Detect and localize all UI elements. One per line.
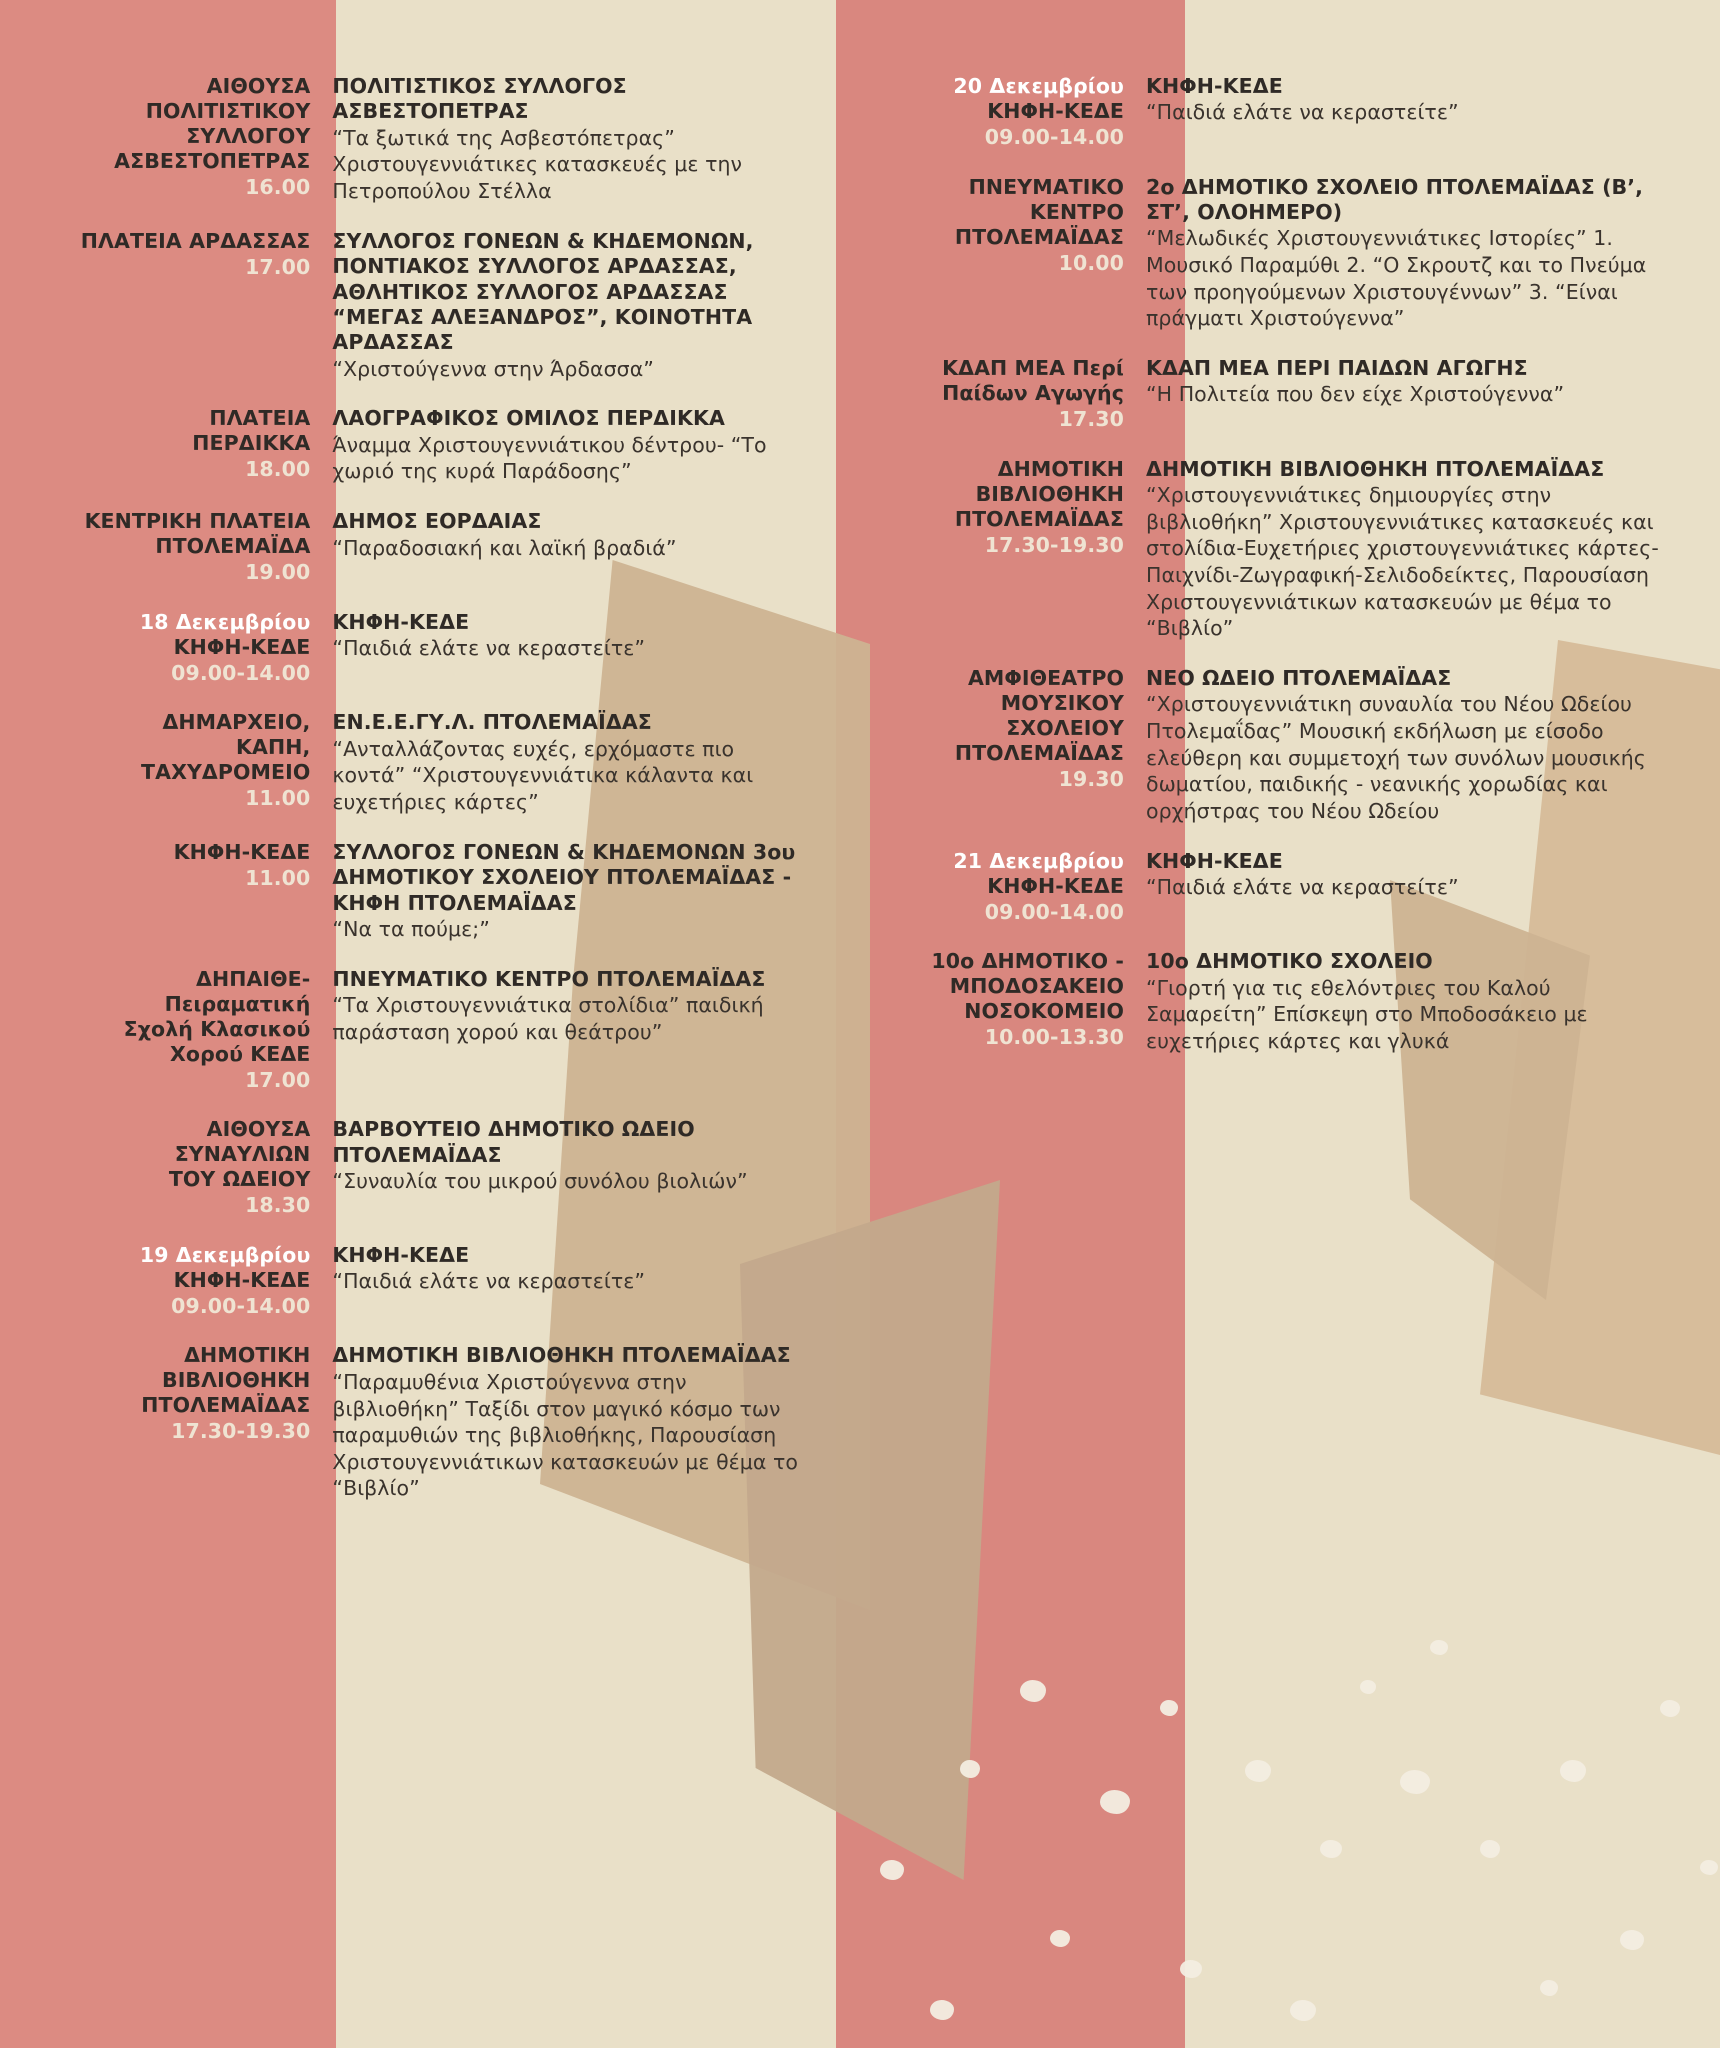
- entry-organizer: ΚΗΦΗ-ΚΕΔΕ: [332, 1242, 470, 1267]
- entry-description: “Γιορτή για τις εθελόντριες του Καλού Σαμαρείτη” Επίσκεψη στο Μποδοσάκειο με ευχετήριες κάρτες και γλυκά: [1146, 975, 1588, 1053]
- entry-body: [1146, 849, 1666, 926]
- entry-venue: ΚΗΦΗ-ΚΕΔΕ: [987, 99, 1124, 123]
- entry-venue: ΑΜΦΙΘΕΑΤΡΟ ΜΟΥΣΙΚΟΥ ΣΧΟΛΕΙΟΥ ΠΤΟΛΕΜΑΪΔΑΣ: [954, 665, 1124, 765]
- entry-date: 20 Δεκεμβρίου: [953, 74, 1124, 98]
- entry-venue: ΔΗΠΑΙΘΕ- Πειραματική Σχολή Κλασικού Χορού ΚΕΔΕ: [123, 966, 311, 1066]
- program-entry: [836, 74, 1686, 151]
- entry-venue: ΚΗΦΗ-ΚΕΔΕ: [987, 873, 1124, 898]
- right-column: [836, 0, 1720, 2048]
- entry-description: “Χριστουγεννιάτικη συναυλία του Νέου Ωδείου Πτολεμαΐδας” Μουσική εκδήλωση με είσοδο ελεύθερη και συμμετοχή των συνόλων μουσικής δωματίου, παιδικής - νεανικής χορωδίας και ορχήστρας του Νέου Ωδείου: [1146, 692, 1646, 823]
- entry-body: [332, 74, 800, 205]
- entry-organizer: ΠΟΛΙΤΙΣΤΙΚΟΣ ΣΥΛΛΟΓΟΣ ΑΣΒΕΣΤΟΠΕΤΡΑΣ: [332, 74, 627, 124]
- left-column: [0, 0, 836, 2048]
- program-entry: [0, 406, 800, 485]
- entry-description: “Παιδιά ελάτε να κεραστείτε”: [1146, 874, 1459, 899]
- entry-time: 17.00: [245, 254, 311, 279]
- entry-description: “Παραμυθένια Χριστούγεννα στην βιβλιοθήκη” Ταξίδι στον μαγικό κόσμο των παραμυθιών της βιβλιοθήκης, Παρουσίαση Χριστουγεννιάτικων κατασκευών με θέμα το “Βιβλίο”: [332, 1369, 799, 1501]
- entry-meta: [836, 74, 1124, 151]
- entry-time: 09.00-14.00: [171, 660, 311, 685]
- entry-meta: [836, 666, 1124, 825]
- entry-organizer: ΚΗΦΗ-ΚΕΔΕ: [332, 609, 470, 634]
- entry-venue: ΚΔΑΠ ΜΕΑ Περί Παίδων Αγωγής: [942, 356, 1124, 406]
- entry-venue: ΚΗΦΗ-ΚΕΔΕ: [173, 634, 311, 659]
- entry-body: [1146, 356, 1666, 433]
- program-entry: [0, 710, 800, 815]
- entry-organizer: ΛΑΟΓΡΑΦΙΚΟΣ ΟΜΙΛΟΣ ΠΕΡΔΙΚΚΑ: [332, 406, 725, 431]
- entry-description: “Τα ξωτικά της Ασβεστόπετρας” Χριστουγεννιάτικες κατασκευές με την Πετροπούλου Στέλλα: [332, 125, 743, 204]
- entry-meta: [0, 967, 310, 1094]
- entry-meta: [836, 175, 1124, 332]
- program-entry: [836, 356, 1686, 433]
- entry-meta: [0, 710, 310, 815]
- entry-venue: ΠΝΕΥΜΑΤΙΚΟ ΚΕΝΤΡΟ ΠΤΟΛΕΜΑΪΔΑΣ: [954, 174, 1124, 249]
- entry-organizer: ΒΑΡΒΟΥΤΕΙΟ ΔΗΜΟΤΙΚΟ ΩΔΕΙΟ ΠΤΟΛΕΜΑΪΔΑΣ: [332, 1117, 695, 1167]
- entry-time: 17.00: [245, 1067, 311, 1092]
- entry-organizer: ΝΕΟ ΩΔΕΙΟ ΠΤΟΛΕΜΑΪΔΑΣ: [1146, 665, 1452, 690]
- entry-organizer: ΔΗΜΟΣ ΕΟΡΔΑΙΑΣ: [332, 509, 542, 534]
- entry-description: “Παραδοσιακή και λαϊκή βραδιά”: [332, 535, 677, 560]
- entry-meta: [0, 229, 310, 383]
- program-entry: [836, 949, 1686, 1054]
- entry-body: [332, 710, 800, 815]
- entry-time: 11.00: [245, 786, 311, 811]
- entry-description: “Χριστούγεννα στην Άρδασσα”: [332, 356, 654, 381]
- entry-meta: [836, 849, 1124, 926]
- entry-body: [332, 840, 800, 943]
- entry-body: [332, 1343, 800, 1502]
- right-column-entries: [836, 74, 1686, 1078]
- entry-meta: [0, 840, 310, 943]
- entry-time: 17.30-19.30: [171, 1419, 311, 1444]
- entry-time: 18.00: [245, 457, 311, 482]
- entry-time: 18.30: [245, 1193, 311, 1218]
- program-entry: [0, 967, 800, 1094]
- entry-description: “Παιδιά ελάτε να κεραστείτε”: [1146, 100, 1459, 125]
- entry-venue: ΑΙΘΟΥΣΑ ΣΥΝΑΥΛΙΩΝ ΤΟΥ ΩΔΕΙΟΥ: [168, 1117, 311, 1192]
- entry-description: “Η Πολιτεία που δεν είχε Χριστούγεννα”: [1146, 382, 1565, 407]
- program-entry: [0, 1343, 800, 1502]
- entry-body: [332, 509, 800, 586]
- entry-organizer: ΚΔΑΠ ΜΕΑ ΠΕΡΙ ΠΑΙΔΩΝ ΑΓΩΓΗΣ: [1146, 356, 1528, 381]
- entry-body: [332, 610, 800, 687]
- entry-venue: ΚΗΦΗ-ΚΕΔΕ: [173, 1267, 311, 1292]
- entry-venue: 10ο ΔΗΜΟΤΙΚΟ - ΜΠΟΔΟΣΑΚΕΙΟ ΝΟΣΟΚΟΜΕΙΟ: [931, 949, 1124, 1024]
- entry-organizer: ΕΝ.Ε.Ε.ΓΥ.Λ. ΠΤΟΛΕΜΑΪΔΑΣ: [332, 710, 652, 735]
- entry-description: “Μελωδικές Χριστουγεννιάτικες Ιστορίες” 1. Μουσικό Παραμύθι 2. “Ο Σκρουτζ και το Πνεύμα των προηγούμενων Χριστουγέννων” 3. “Είναι πράγματι Χριστούγεννα”: [1146, 226, 1647, 331]
- entry-date: 21 Δεκεμβρίου: [953, 848, 1124, 873]
- entry-body: [332, 1117, 800, 1219]
- entry-description: Άναμμα Χριστουγεννιάτικου δέντρου- “Το χωριό της κυρά Παράδοσης”: [332, 432, 767, 484]
- program-entry: [0, 229, 800, 383]
- entry-meta: [836, 949, 1124, 1054]
- left-column-entries: [0, 74, 800, 1526]
- entry-body: [1146, 74, 1666, 151]
- entry-meta: [836, 356, 1124, 433]
- entry-venue: ΚΗΦΗ-ΚΕΔΕ: [173, 839, 311, 864]
- entry-venue: ΠΛΑΤΕΙΑ ΠΕΡΔΙΚΚΑ: [192, 406, 311, 456]
- entry-date: 18 Δεκεμβρίου: [139, 609, 311, 634]
- program-entry: [836, 849, 1686, 926]
- entry-time: 17.30: [1058, 407, 1124, 432]
- entry-venue: ΔΗΜΑΡΧΕΙΟ, ΚΑΠΗ, ΤΑΧΥΔΡΟΜΕΙΟ: [141, 710, 311, 785]
- entry-body: [332, 229, 800, 383]
- entry-venue: ΚΕΝΤΡΙΚΗ ΠΛΑΤΕΙΑ ΠΤΟΛΕΜΑΪΔΑ: [84, 509, 311, 559]
- entry-description: “Να τα πούμε;”: [332, 916, 490, 941]
- entry-description: “Παιδιά ελάτε να κεραστείτε”: [332, 1269, 646, 1294]
- entry-description: “Παιδιά ελάτε να κεραστείτε”: [332, 636, 646, 661]
- program-entry: [0, 1243, 800, 1320]
- entry-venue: ΑΙΘΟΥΣΑ ΠΟΛΙΤΙΣΤΙΚΟΥ ΣΥΛΛΟΓΟΥ ΑΣΒΕΣΤΟΠΕΤΡΑΣ: [114, 74, 311, 173]
- entry-organizer: ΚΗΦΗ-ΚΕΔΕ: [1146, 848, 1283, 873]
- entry-time: 16.00: [245, 175, 311, 199]
- entry-body: [332, 406, 800, 485]
- entry-body: [1146, 457, 1666, 642]
- entry-venue: ΠΛΑΤΕΙΑ ΑΡΔΑΣΣΑΣ: [80, 228, 311, 253]
- entry-time: 11.00: [245, 865, 311, 890]
- program-entry: [0, 74, 800, 205]
- entry-body: [1146, 949, 1666, 1054]
- entry-time: 17.30-19.30: [984, 532, 1124, 557]
- entry-meta: [0, 406, 310, 485]
- entry-description: “Χριστουγεννιάτικες δημιουργίες στην βιβλιοθήκη” Χριστουγεννιάτικες κατασκευές και στολίδια-Ευχετήριες χριστουγεννιάτικες κάρτες-Παιχνίδι-Ζωγραφική-Σελιδοδείκτες, Παρουσίαση Χριστουγεννιάτικων κατασκευών με θέμα το “Βιβλίο”: [1146, 483, 1659, 641]
- entry-description: “Συναυλία του μικρού συνόλου βιολιών”: [332, 1169, 748, 1194]
- entry-organizer: ΣΥΛΛΟΓΟΣ ΓΟΝΕΩΝ & ΚΗΔΕΜΟΝΩΝ, ΠΟΝΤΙΑΚΟΣ ΣΥΛΛΟΓΟΣ ΑΡΔΑΣΣΑΣ, ΑΘΛΗΤΙΚΟΣ ΣΥΛΛΟΓΟΣ ΑΡΔΑΣΣΑΣ “ΜΕΓΑΣ ΑΛΕΞΑΝΔΡΟΣ”, ΚΟΙΝΟΤΗΤΑ ΑΡΔΑΣΣΑΣ: [332, 228, 754, 355]
- program-entry: [0, 1117, 800, 1219]
- program-entry: [0, 840, 800, 943]
- entry-time: 09.00-14.00: [984, 899, 1124, 924]
- entry-time: 10.00: [1058, 250, 1124, 275]
- entry-date: 19 Δεκεμβρίου: [139, 1242, 311, 1267]
- entry-meta: [0, 509, 310, 586]
- entry-meta: [0, 1243, 310, 1320]
- entry-meta: [0, 1343, 310, 1502]
- entry-body: [332, 967, 800, 1094]
- entry-meta: [0, 610, 310, 687]
- entry-organizer: 2ο ΔΗΜΟΤΙΚΟ ΣΧΟΛΕΙΟ ΠΤΟΛΕΜΑΪΔΑΣ (Β’, ΣΤ’, ΟΛΟΗΜΕΡΟ): [1146, 174, 1644, 225]
- entry-description: “Ανταλλάζοντας ευχές, ερχόμαστε πιο κοντά” “Χριστουγεννιάτικα κάλαντα και ευχετήριες κάρτες”: [332, 736, 754, 815]
- entry-description: “Τα Χριστουγεννιάτικα στολίδια” παιδική παράσταση χορού και θεάτρου”: [332, 992, 764, 1044]
- entry-organizer: 10ο ΔΗΜΟΤΙΚΟ ΣΧΟΛΕΙΟ: [1146, 949, 1433, 974]
- entry-time: 10.00-13.30: [984, 1025, 1124, 1050]
- entry-organizer: ΚΗΦΗ-ΚΕΔΕ: [1146, 74, 1283, 98]
- entry-organizer: ΔΗΜΟΤΙΚΗ ΒΙΒΛΙΟΘΗΚΗ ΠΤΟΛΕΜΑΪΔΑΣ: [332, 1343, 791, 1368]
- entry-time: 09.00-14.00: [171, 1293, 311, 1318]
- program-entry: [836, 666, 1686, 825]
- program-entry: [836, 457, 1686, 642]
- entry-body: [1146, 666, 1666, 825]
- entry-time: 19.30: [1058, 766, 1124, 791]
- entry-organizer: ΔΗΜΟΤΙΚΗ ΒΙΒΛΙΟΘΗΚΗ ΠΤΟΛΕΜΑΪΔΑΣ: [1146, 456, 1605, 481]
- program-entry: [836, 175, 1686, 332]
- entry-time: 09.00-14.00: [984, 125, 1124, 149]
- entry-organizer: ΠΝΕΥΜΑΤΙΚΟ ΚΕΝΤΡΟ ΠΤΟΛΕΜΑΪΔΑΣ: [332, 966, 766, 991]
- entry-meta: [0, 1117, 310, 1219]
- entry-meta: [836, 457, 1124, 642]
- program-entry: [0, 610, 800, 687]
- entry-venue: ΔΗΜΟΤΙΚΗ ΒΙΒΛΙΟΘΗΚΗ ΠΤΟΛΕΜΑΪΔΑΣ: [954, 456, 1124, 531]
- entry-body: [332, 1243, 800, 1320]
- entry-venue: ΔΗΜΟΤΙΚΗ ΒΙΒΛΙΟΘΗΚΗ ΠΤΟΛΕΜΑΪΔΑΣ: [141, 1343, 311, 1418]
- entry-body: [1146, 175, 1666, 332]
- entry-meta: [0, 74, 310, 205]
- entry-time: 19.00: [245, 560, 311, 585]
- program-entry: [0, 509, 800, 586]
- entry-organizer: ΣΥΛΛΟΓΟΣ ΓΟΝΕΩΝ & ΚΗΔΕΜΟΝΩΝ 3ου ΔΗΜΟΤΙΚΟΥ ΣΧΟΛΕΙΟΥ ΠΤΟΛΕΜΑΪΔΑΣ - ΚΗΦΗ ΠΤΟΛΕΜΑΪΔΑΣ: [332, 839, 796, 915]
